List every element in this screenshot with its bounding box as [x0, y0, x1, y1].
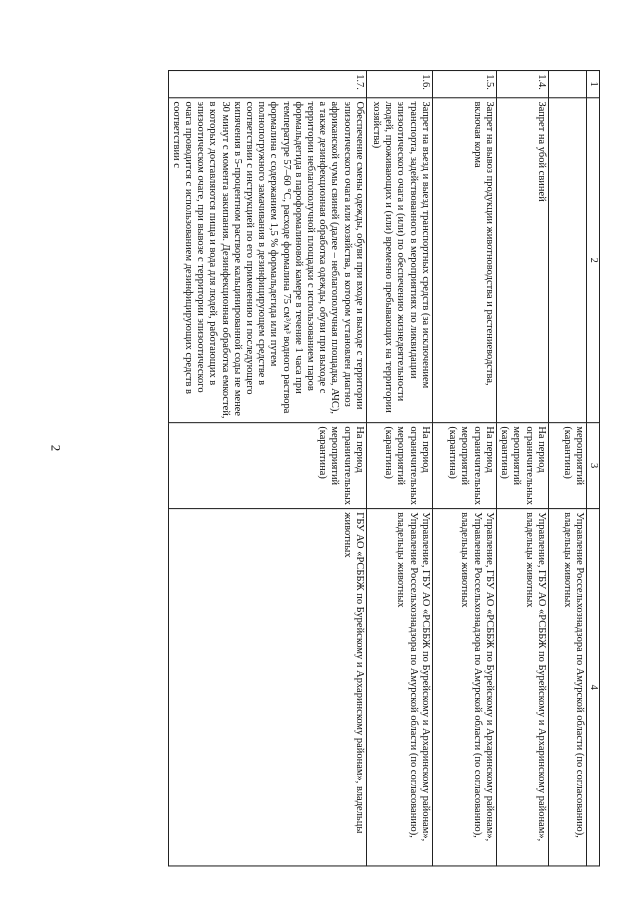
measure-text: Запрет на вывоз продукции животноводства и растениеводства, включая корма: [432, 98, 496, 423]
table-row: [496, 71, 548, 866]
period-text: На период ограничительных мероприятий (карантина): [366, 423, 432, 509]
row-number: 1.7.: [168, 71, 366, 98]
header-cell: 3: [586, 423, 599, 509]
period-text: На период ограничительных мероприятий (карантина): [168, 423, 366, 509]
measure-text: [548, 98, 586, 423]
rotated-page-content: [100, 70, 600, 866]
responsible-text: ГБУ АО «РСББЖ по Бурейскому и Архаринскому районам», владельцы животных: [168, 509, 366, 866]
period-text: На период ограничительных мероприятий (карантина): [432, 423, 496, 509]
measure-text: Запрет на въезд и выезд транспортных средств (за исключением транспорта, задействованного в мероприятиях по ликвидации эпизоотического очага и (или) по обеспечению жизнедеятельности людей, проживающих и (или) временно пребывающих на территории хозяйства): [366, 98, 432, 423]
header-cell: 1: [586, 71, 599, 98]
period-text: На период ограничительных мероприятий (карантина): [496, 423, 548, 509]
responsible-text: Управление Россельхознадзора по Амурской области (по согласованию), владельцы животных: [548, 509, 586, 866]
measure-text: Запрет на убой свиней: [496, 98, 548, 423]
table-row: [366, 71, 432, 866]
row-number: [548, 71, 586, 98]
measures-table: [168, 70, 600, 866]
table-header-row: [586, 71, 599, 866]
table-row: [432, 71, 496, 866]
measure-text: Обеспечение смены одежды, обуви при входе и выходе с территории эпизоотического очага или хозяйства, в котором установлен диагноз африканской чумы свиней (далее – неблагополучная площадка, АЧС), а также дезинфекционная обработка одежды, обуви при выходе с территории неблагополучной площадки с использованием паров формальдегида в пароформалиновой камере в течение 1 часа при температуре 57–60 °С, расходе формалина 75 см³/м³ водного раствора формалина с содержанием 1,5 % формальдегида или путем полнопогружного замачивания в дезинфицирующем средстве в соответствии с инструкцией по его применению и последующего кипячения в 5-процентном растворе кальцинированной соды не менее 30 минут с момента закипания. Дезинфекционная обработка емкостей, в которых доставляются пища и вода для людей, работающих в эпизоотическом очаге, при вывозе с территории эпизоотического очага проводится с использованием дезинфицирующих средств в соответствии с: [168, 98, 366, 423]
header-cell: 2: [586, 98, 599, 423]
page-number: 2: [48, 444, 64, 452]
table-row: [168, 71, 366, 866]
responsible-text: Управление, ГБУ АО «РСББЖ по Бурейскому и Архаринскому районам», владельцы животных: [496, 509, 548, 866]
responsible-text: Управление, ГБУ АО «РСББЖ по Бурейскому и Архаринскому районам», Управление Россельхознадзора по Амурской области (по согласованию), владельцы животных: [366, 509, 432, 866]
row-number: 1.5.: [432, 71, 496, 98]
responsible-text: Управление, ГБУ АО «РСББЖ по Бурейскому и Архаринскому районам», Управление Россельхознадзора по Амурской области (по согласованию), владельцы животных: [432, 509, 496, 866]
row-number: 1.6.: [366, 71, 432, 98]
period-text: мероприятий (карантина): [548, 423, 586, 509]
header-cell: 4: [586, 509, 599, 866]
table-row: [548, 71, 586, 866]
row-number: 1.4.: [496, 71, 548, 98]
